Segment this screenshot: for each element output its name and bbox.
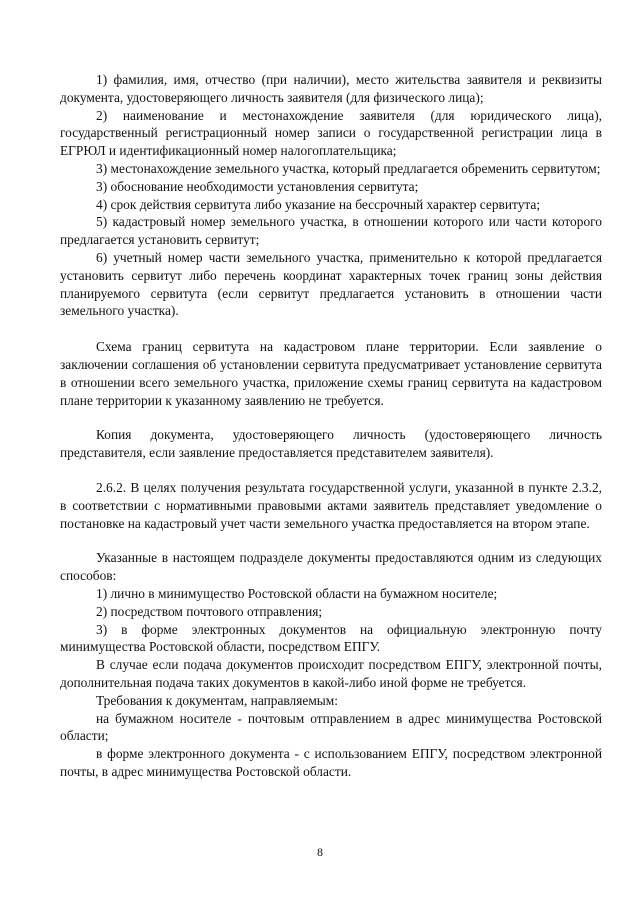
- spacer: [60, 320, 602, 338]
- paragraph-method-mail: 2) посредством почтового отправления;: [96, 603, 323, 619]
- paragraph-no-duplicate: В случае если подача документов происходит посредством ЕПГУ, электронной почты, дополнительная подача таких документов в какой-либо иной форме не требуется.: [60, 657, 602, 690]
- paragraph-term: 4) срок действия сервитута либо указание на бессрочный характер сервитута;: [96, 196, 541, 212]
- paragraph-account-number: 6) учетный номер части земельного участка, применительно к которой предлагается установить сервитут либо перечень координат характерных точек границ зоны действия планируемого сервитута (если сервитут предлагается установить в отношении части земельного участка).: [60, 249, 602, 319]
- paragraph-requirement-paper: на бумажном носителе - почтовым отправлением в адрес минимущества Ростовской области;: [60, 710, 602, 744]
- spacer: [60, 409, 602, 426]
- paragraph-applicant-company: 2) наименование и местонахождение заявителя (для юридического лица), государственный регистрационный номер записи о государственной регистрации лица в ЕГРЮЛ и идентификационный номер налогоплательщика;: [60, 107, 602, 159]
- paragraph-applicant-person: 1) фамилия, имя, отчество (при наличии), место жительства заявителя и реквизиты документа, удостоверяющего личность заявителя (для физического лица);: [60, 72, 602, 105]
- paragraph-requirements-heading: Требования к документам, направляемым:: [96, 692, 338, 708]
- paragraph-requirement-electronic: в форме электронного документа - с использованием ЕПГУ, посредством электронной почты, в адрес минимущества Ростовской области.: [60, 746, 602, 779]
- paragraph-method-electronic: 3) в форме электронных документов на официальную электронную почту минимущества Ростовской области, посредством ЕПГУ.: [60, 621, 602, 655]
- paragraph-boundary-scheme: Схема границ сервитута на кадастровом плане территории. Если заявление о заключении соглашения об установлении сервитута предусматривает установление сервитута в отношении всего земельного участка, приложение схемы границ сервитута на кадастровом плане территории к указанному заявлению не требуется.: [60, 339, 602, 408]
- spacer: [60, 532, 602, 549]
- paragraph-method-in-person: 1) лично в минимущество Ростовской области на бумажном носителе;: [96, 585, 498, 601]
- paragraph-submission-methods: Указанные в настоящем подразделе документы предоставляются одним из следующих способов:: [60, 550, 602, 584]
- paragraph-land-location: 3) местонахождение земельного участка, который предлагается обременить сервитутом;: [96, 160, 601, 176]
- paragraph-section-2-6-2: 2.6.2. В целях получения результата государственной услуги, указанной в пункте 2.3.2, в соответствии с нормативными правовыми актами заявитель представляет уведомление о постановке на кадастровый учет части земельного участка предоставляется на втором этапе.: [60, 479, 602, 531]
- paragraph-cadastral-number: 5) кадастровый номер земельного участка, в отношении которого или части которого предлагается установить сервитут;: [60, 214, 602, 248]
- paragraph-identity-copy: Копия документа, удостоверяющего личность (удостоверяющего личность представителя, если заявление предоставляется представителем заявителя).: [60, 427, 602, 461]
- paragraph-justification: 3) обоснование необходимости установления сервитута;: [96, 178, 419, 194]
- page-number: 8: [317, 845, 323, 859]
- spacer: [60, 462, 602, 479]
